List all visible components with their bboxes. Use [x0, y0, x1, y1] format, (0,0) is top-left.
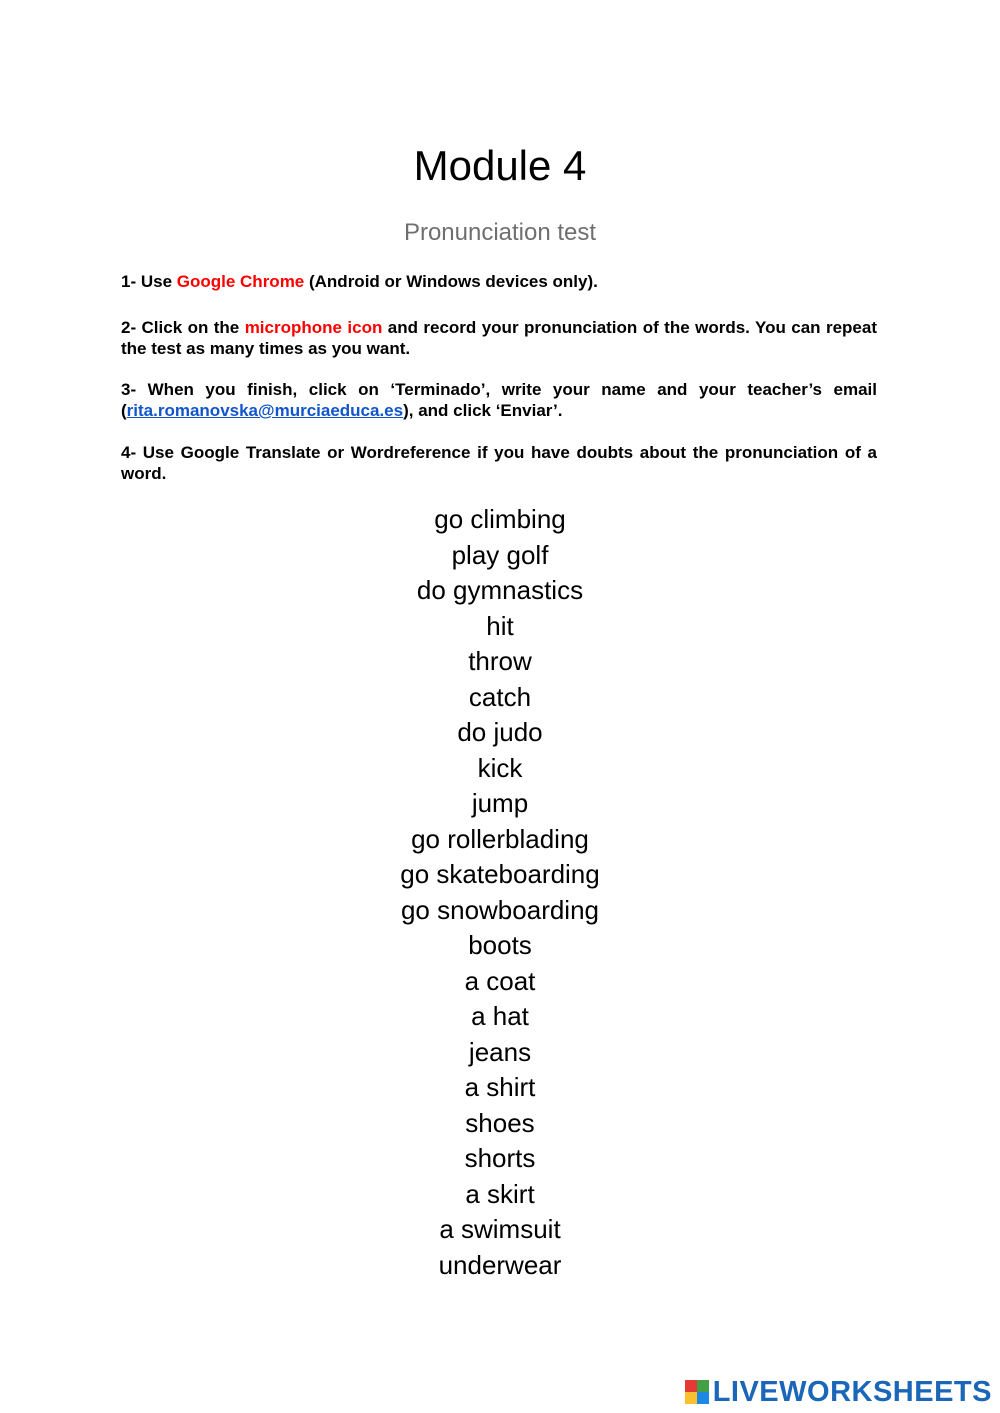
word-item: a swimsuit: [439, 1214, 561, 1244]
word-item: shorts: [464, 1143, 536, 1173]
instruction-4: 4- Use Google Translate or Wordreference if you have doubts about the pronunciation of a word.: [121, 443, 877, 483]
word-item: play golf: [451, 539, 549, 570]
word-item: go climbing: [434, 504, 566, 534]
word-item: a skirt: [465, 1178, 535, 1209]
word-item: jeans: [468, 1036, 532, 1067]
instruction-2: [121, 317, 877, 359]
liveworksheets-logo[interactable]: [685, 1375, 992, 1409]
word-item: go rollerblading: [411, 823, 589, 854]
instruction-2-prefix: 2- Click on the: [121, 318, 245, 337]
word-item: kick: [477, 752, 523, 783]
page-title: Module 4: [413, 142, 587, 189]
word-item: shoes: [465, 1107, 535, 1138]
word-item: a coat: [464, 965, 536, 996]
word-item: do gymnastics: [416, 575, 584, 605]
word-item: catch: [468, 681, 532, 712]
word-item: boots: [468, 930, 532, 960]
word-item: a hat: [471, 1001, 529, 1031]
word-item: go snowboarding: [400, 894, 600, 925]
instruction-3-prefix: 3- When you finish, click on ‘Terminado’, write your name and your teacher’s email (: [121, 380, 877, 420]
word-item: underwear: [438, 1249, 562, 1280]
instruction-1-prefix: 1- Use: [121, 272, 177, 291]
word-item: jump: [471, 788, 529, 818]
liveworksheets-logo-text: LIVEWORKSHEETS: [712, 1376, 992, 1408]
instruction-1-highlight: Google Chrome: [176, 272, 305, 291]
word-item: throw: [468, 646, 532, 676]
instruction-2-suffix: and record your pronunciation of the words. You can repeat the test as many times as you want.: [121, 318, 877, 358]
word-list: [0, 502, 1000, 1283]
word-item: do judo: [457, 717, 543, 747]
instruction-1-suffix: (Android or Windows devices only).: [304, 272, 598, 291]
word-item: a shirt: [464, 1072, 536, 1102]
teacher-email-link[interactable]: rita.romanovska@murciaeduca.es: [126, 401, 404, 420]
instruction-2-highlight: microphone icon: [244, 318, 383, 337]
liveworksheets-logo-icon: [685, 1380, 709, 1404]
word-item: go skateboarding: [400, 859, 600, 889]
instruction-3: [121, 379, 877, 421]
instruction-1: [121, 271, 877, 292]
instruction-3-suffix: ), and click ‘Enviar’.: [403, 401, 563, 420]
page-subtitle: Pronunciation test: [403, 219, 597, 246]
word-item: hit: [486, 610, 514, 641]
